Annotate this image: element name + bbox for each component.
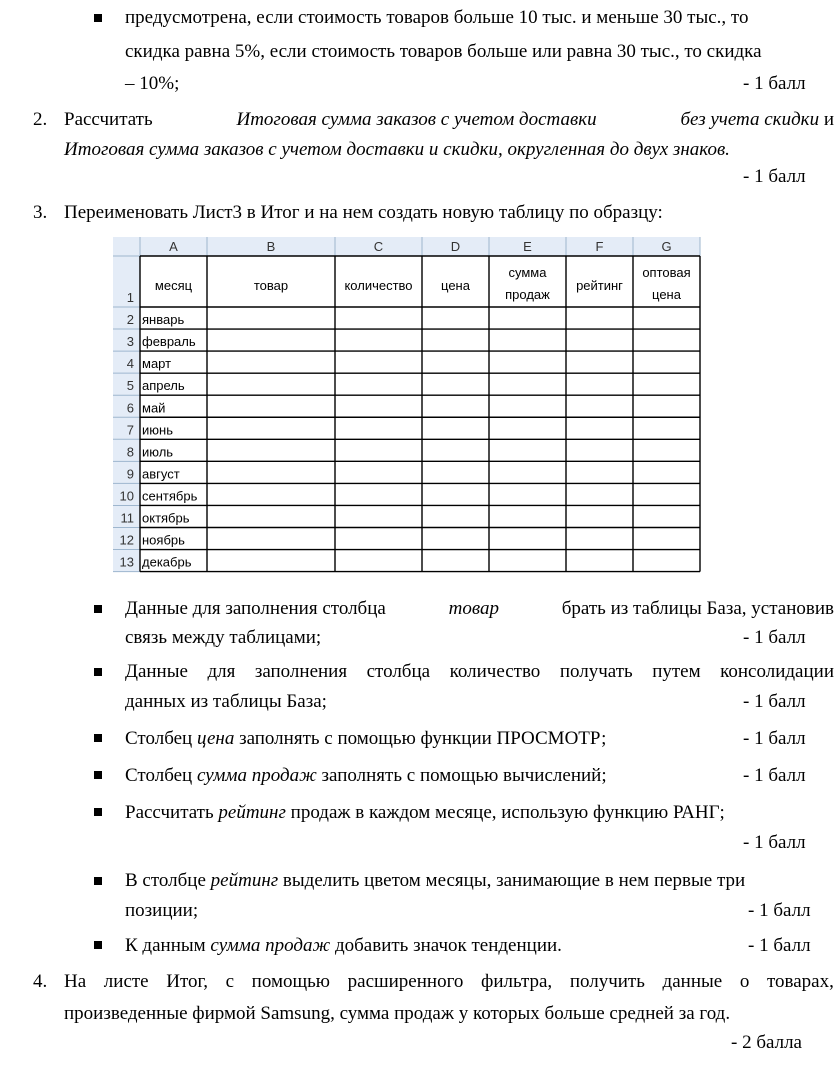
item-2-text-b: Итоговая сумма заказов с учетом доставки [236,109,597,130]
month-cell: декабрь [142,554,192,570]
bullet-5-points: - 1 балл [743,832,806,853]
row-number: 2 [126,312,134,328]
item-2-points: - 1 балл [743,166,806,187]
row-number: 11 [120,510,134,526]
column-letter: C [373,239,384,254]
item-4-points: - 2 балла [731,1032,802,1053]
bullet-icon [94,877,102,885]
bullet-icon [94,734,102,742]
bullet-6-points: - 1 балл [748,900,811,921]
column-letter: A [169,239,178,254]
bullet-7-text: К данным сумма продаж добавить значок тенденции. [125,935,562,956]
spreadsheet-sample [113,237,702,574]
row-number: 7 [126,422,134,438]
bullet-3-text: Столбец цена заполнять с помощью функции ПРОСМОТР; [125,728,607,749]
month-cell: июнь [142,422,173,438]
bullet-icon [94,668,102,676]
column-letter: G [661,239,672,254]
month-cell: май [142,400,166,416]
row-number: 4 [126,356,134,372]
bullet-1-points: - 1 балл [743,627,806,648]
bullet-icon [94,941,102,949]
month-cell: сентябрь [142,488,198,504]
month-cell: февраль [142,334,196,350]
header-sales-line-2: продаж [505,287,550,302]
column-letter: B [266,239,276,254]
row-number: 6 [126,400,134,416]
item-4-line-1: На листе Итог, с помощью расширенного фильтра, получить данные о товарах, [64,971,834,992]
month-cell: октябрь [142,510,190,526]
bullet-6-line-2: позиции; [125,900,199,921]
item-4-number: 4. [33,971,48,992]
bullet-1-line-2: связь между таблицами; [125,627,322,648]
bullet-6-line-1: В столбце рейтинг выделить цветом месяцы, занимающие в нем первые три [125,870,746,891]
item-3-number: 3. [33,202,48,223]
row-number: 12 [119,532,134,548]
header-rating: рейтинг [576,278,623,293]
month-cell: март [142,356,172,372]
month-cell: август [142,466,180,482]
row-number: 13 [119,554,134,570]
bullet-1-line-1: Данные для заполнения столбца товар брать из таблицы База, установив [125,598,834,619]
column-letter: E [523,239,532,254]
bullet-2-line-2: данных из таблицы База; [125,691,327,712]
item-2-text-a: Рассчитать [64,109,153,130]
bullet-7-points: - 1 балл [748,935,811,956]
bullet-icon [94,771,102,779]
row-number: 1 [126,290,134,305]
item-2-text-d: без учета скидки [680,109,820,130]
item-2-line-1 [64,108,834,132]
spreadsheet-grid [113,237,702,574]
item-2-number: 2. [33,109,48,130]
bullet-icon [94,808,102,816]
bullet-4-points: - 1 балл [743,765,806,786]
row-number: 8 [126,444,134,460]
column-letter: F [595,239,604,254]
month-cell: ноябрь [142,532,185,548]
row-number: 3 [126,334,134,350]
column-letter: D [450,239,461,254]
header-product: товар [253,278,289,293]
intro-line-2: скидка равна 5%, если стоимость товаров больше или равна 30 тыс., то скидка [125,41,762,62]
bullet-4-text: Столбец сумма продаж заполнять с помощью вычислений; [125,765,607,786]
header-price: цена [441,278,470,293]
month-cell: январь [142,312,185,328]
bullet-2-points: - 1 балл [743,691,806,712]
bullet-5-text: Рассчитать рейтинг продаж в каждом месяце, использую функцию РАНГ; [125,802,725,823]
bullet-2-line-1: Данные для заполнения столбца количество получать путем консолидации [125,661,834,682]
bullet-icon [94,605,102,613]
item-3-text: Переименовать Лист3 в Итог и на нем создать новую таблицу по образцу: [64,202,663,223]
column-header-bar [113,237,700,256]
header-quantity: количество [344,278,413,293]
row-number: 5 [126,378,134,394]
item-2-text-e: и [819,109,834,130]
bullet-3-points: - 1 балл [743,728,806,749]
header-wholesale-line-1: оптовая [642,265,691,280]
month-cell: июль [142,444,174,460]
row-number: 9 [126,466,134,482]
intro-line-1: предусмотрена, если стоимость товаров больше 10 тыс. и меньше 30 тыс., то [125,7,749,28]
intro-points: - 1 балл [743,73,806,94]
intro-line-3: – 10%; [125,73,180,94]
item-2-line-2: Итоговая сумма заказов с учетом доставки и скидки, округленная до двух знаков. [64,139,730,160]
header-month: месяц [154,278,193,293]
header-sales-line-1: сумма [508,265,547,280]
month-cell: апрель [142,378,185,394]
row-number: 10 [119,488,134,504]
item-4-line-2: произведенные фирмой Samsung, сумма продаж у которых больше средней за год. [64,1003,731,1024]
header-wholesale-line-2: цена [652,287,681,302]
bullet-icon [94,14,102,22]
